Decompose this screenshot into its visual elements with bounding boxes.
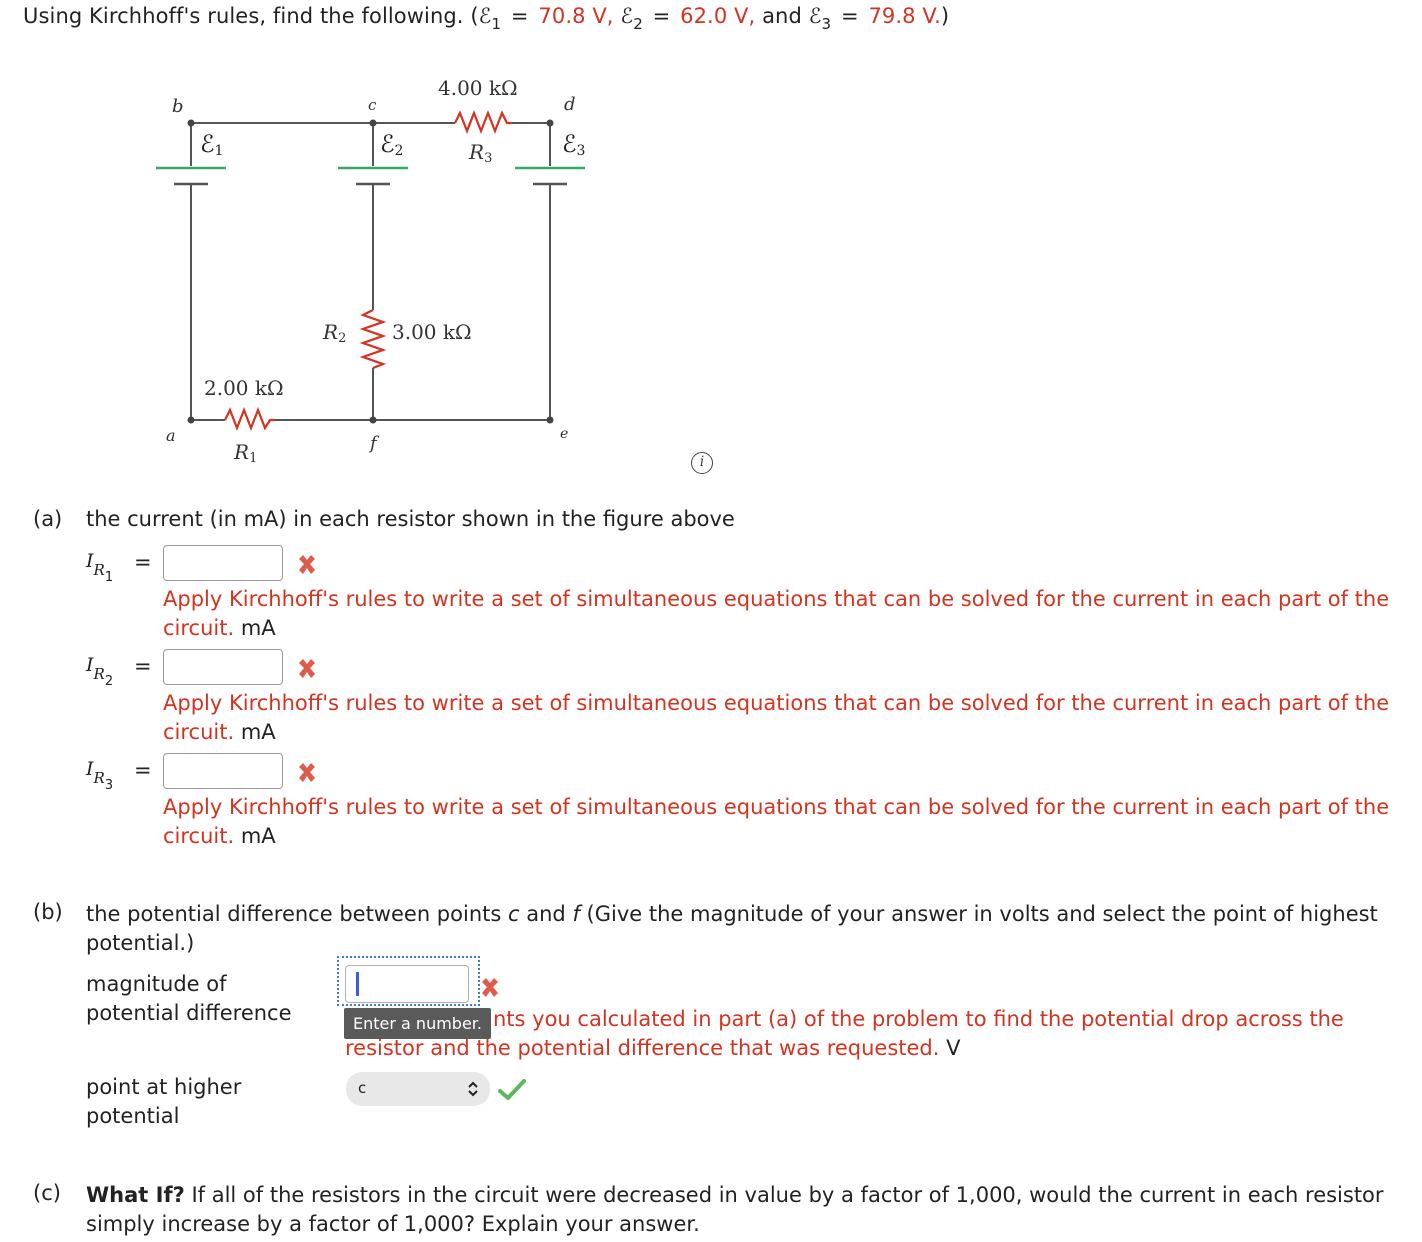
magnitude-feedback-line1: nts you calculated in part (a) of the problem to find the potential drop across the bbox=[493, 1007, 1344, 1031]
ir3-equals: = bbox=[134, 758, 152, 782]
r1-name-letter: R bbox=[234, 440, 250, 464]
node-f-label: f bbox=[370, 433, 377, 454]
node-b-label: b bbox=[172, 96, 184, 117]
ir2-incorrect-icon bbox=[295, 657, 319, 681]
node-b-dot bbox=[188, 120, 195, 127]
point-label-line1: point at higher bbox=[86, 1075, 242, 1099]
emf1-figure-label bbox=[200, 130, 223, 159]
ir3-input[interactable] bbox=[163, 753, 283, 789]
point-select[interactable] bbox=[346, 1072, 490, 1106]
node-e-label: e bbox=[560, 426, 569, 442]
r2-name-letter: R bbox=[323, 320, 339, 344]
emf1-symbol: ℰ bbox=[478, 4, 492, 28]
text-caret bbox=[356, 972, 359, 996]
ir1-feedback-text: Apply Kirchhoff's rules to write a set of simultaneous equations that can be solved for the current in each part of the circuit. bbox=[163, 587, 1390, 640]
part-a-label: (a) bbox=[33, 507, 63, 531]
emf2-sub: 2 bbox=[633, 15, 643, 33]
emf1-value: 70.8 V, bbox=[538, 4, 614, 28]
magnitude-feedback-text: resistor and the potential difference that was requested. bbox=[345, 1036, 940, 1060]
r3-name-sub: 3 bbox=[484, 151, 493, 166]
ir3-feedback bbox=[163, 793, 1413, 851]
r1-name-sub: 1 bbox=[249, 451, 258, 466]
point-select-value: c bbox=[358, 1079, 367, 1097]
magnitude-label bbox=[86, 970, 292, 1028]
circuit-diagram bbox=[0, 0, 760, 480]
ir2-label bbox=[86, 654, 114, 689]
part-b-prompt-2: (Give the magnitude of your answer in volts and select the point of highest potential.) bbox=[86, 902, 1378, 955]
resistor-r1 bbox=[225, 410, 275, 428]
part-b-prompt bbox=[86, 900, 1406, 958]
chevron-up-down-icon bbox=[466, 1081, 480, 1097]
ir3-incorrect-icon bbox=[295, 761, 319, 785]
emf3-figure-symbol: ℰ bbox=[562, 130, 577, 158]
part-c-prompt bbox=[86, 1181, 1416, 1239]
ir2-unit: mA bbox=[240, 720, 276, 744]
emf2-value: 62.0 V, bbox=[680, 4, 756, 28]
emf2-eq: = bbox=[652, 4, 671, 28]
ir1-feedback bbox=[163, 585, 1413, 643]
part-c-label: (c) bbox=[33, 1181, 61, 1205]
magnitude-input[interactable] bbox=[345, 965, 469, 1003]
emf3-figure-label bbox=[562, 130, 585, 159]
part-b-and: and bbox=[526, 902, 566, 926]
correct-check-icon bbox=[498, 1078, 526, 1102]
ir2-feedback-text: Apply Kirchhoff's rules to write a set of simultaneous equations that can be solved for the current in each part of the circuit. bbox=[163, 691, 1390, 744]
emf2-figure-sub: 2 bbox=[394, 143, 404, 159]
emf3-sub: 3 bbox=[821, 15, 832, 33]
part-c-bold: What If? bbox=[86, 1183, 185, 1207]
part-c-text-1: If all of the resistors in the circuit were decreased in value by a factor of 1,000, would the current in each resistor bbox=[191, 1183, 1384, 1207]
emf2-symbol: ℰ bbox=[620, 4, 634, 28]
emf3-value: 79.8 V. bbox=[868, 4, 941, 28]
ir3-subsub: 3 bbox=[104, 778, 114, 793]
enter-number-tooltip: Enter a number. bbox=[344, 1008, 491, 1039]
ir3-feedback-text: Apply Kirchhoff's rules to write a set of simultaneous equations that can be solved for the current in each part of the circuit. bbox=[163, 795, 1390, 848]
ir3-label bbox=[86, 758, 114, 793]
ir1-sub: R bbox=[93, 561, 105, 579]
r1-value-label: 2.00 kΩ bbox=[204, 376, 284, 400]
ir2-sub: R bbox=[93, 665, 105, 683]
r2-value-label: 3.00 kΩ bbox=[392, 320, 472, 344]
battery-emf2 bbox=[338, 168, 408, 184]
ir2-subsub: 2 bbox=[104, 674, 114, 689]
battery-emf3 bbox=[515, 168, 585, 184]
node-a-label: a bbox=[166, 426, 176, 445]
point-label-line2: potential bbox=[86, 1104, 180, 1128]
r3-name-letter: R bbox=[469, 140, 485, 164]
ir1-subsub: 1 bbox=[104, 570, 114, 585]
magnitude-label-line2: potential difference bbox=[86, 1001, 292, 1025]
magnitude-label-line1: magnitude of bbox=[86, 972, 227, 996]
part-a-prompt: the current (in mA) in each resistor shown in the figure above bbox=[86, 507, 735, 531]
ir2-equals: = bbox=[134, 654, 152, 678]
r1-name-label bbox=[234, 440, 257, 466]
emf1-eq: = bbox=[510, 4, 529, 28]
ir2-symbol: I bbox=[86, 654, 94, 676]
ir3-sub: R bbox=[93, 769, 105, 787]
ir1-unit: mA bbox=[240, 616, 276, 640]
part-b-point-c: c bbox=[508, 902, 520, 926]
node-c-label: c bbox=[368, 96, 377, 114]
node-d-label: d bbox=[564, 94, 576, 115]
emf3-figure-sub: 3 bbox=[576, 143, 586, 159]
magnitude-incorrect-icon bbox=[478, 976, 502, 1000]
ir1-incorrect-icon bbox=[295, 553, 319, 577]
magnitude-feedback-line2 bbox=[345, 1036, 961, 1060]
ir1-symbol: I bbox=[86, 550, 94, 572]
emf3-eq: = bbox=[840, 4, 859, 28]
node-f-dot bbox=[370, 417, 377, 424]
ir1-label bbox=[86, 550, 114, 585]
node-e-dot bbox=[547, 417, 554, 424]
part-b-point-f: f bbox=[572, 902, 580, 926]
battery-emf1 bbox=[156, 168, 226, 184]
emf1-sub: 1 bbox=[491, 15, 502, 33]
part-c-text-2: simply increase by a factor of 1,000? Explain your answer. bbox=[86, 1212, 700, 1236]
ir1-equals: = bbox=[134, 550, 152, 574]
emf1-figure-symbol: ℰ bbox=[200, 130, 215, 158]
point-label bbox=[86, 1073, 241, 1131]
emf2-figure-label bbox=[380, 130, 403, 159]
node-d-dot bbox=[547, 120, 554, 127]
node-a-dot bbox=[188, 417, 195, 424]
r2-name-label bbox=[323, 320, 346, 346]
ir2-input[interactable] bbox=[163, 649, 283, 685]
intro-suffix: ) bbox=[940, 4, 950, 28]
r3-value-label: 4.00 kΩ bbox=[438, 76, 518, 100]
magnitude-unit: V bbox=[946, 1036, 961, 1060]
ir1-input[interactable] bbox=[163, 545, 283, 581]
part-c-line1 bbox=[86, 1181, 1416, 1210]
intro-prefix: Using Kirchhoff's rules, find the following. ( bbox=[23, 4, 479, 28]
part-b-label: (b) bbox=[33, 900, 63, 924]
resistor-r2 bbox=[363, 310, 383, 368]
ir3-symbol: I bbox=[86, 758, 94, 780]
info-icon[interactable]: i bbox=[691, 452, 713, 474]
emf1-figure-sub: 1 bbox=[214, 143, 224, 159]
r2-name-sub: 2 bbox=[338, 331, 347, 346]
ir2-feedback bbox=[163, 689, 1413, 747]
resistor-r3 bbox=[455, 113, 512, 131]
part-b-prompt-1: the potential difference between points bbox=[86, 902, 502, 926]
ir3-unit: mA bbox=[240, 824, 276, 848]
emf3-symbol: ℰ bbox=[808, 4, 822, 28]
emf2-figure-symbol: ℰ bbox=[380, 130, 395, 158]
intro-and: and bbox=[762, 4, 802, 28]
node-c-dot bbox=[370, 120, 377, 127]
r3-name-label bbox=[469, 140, 492, 166]
